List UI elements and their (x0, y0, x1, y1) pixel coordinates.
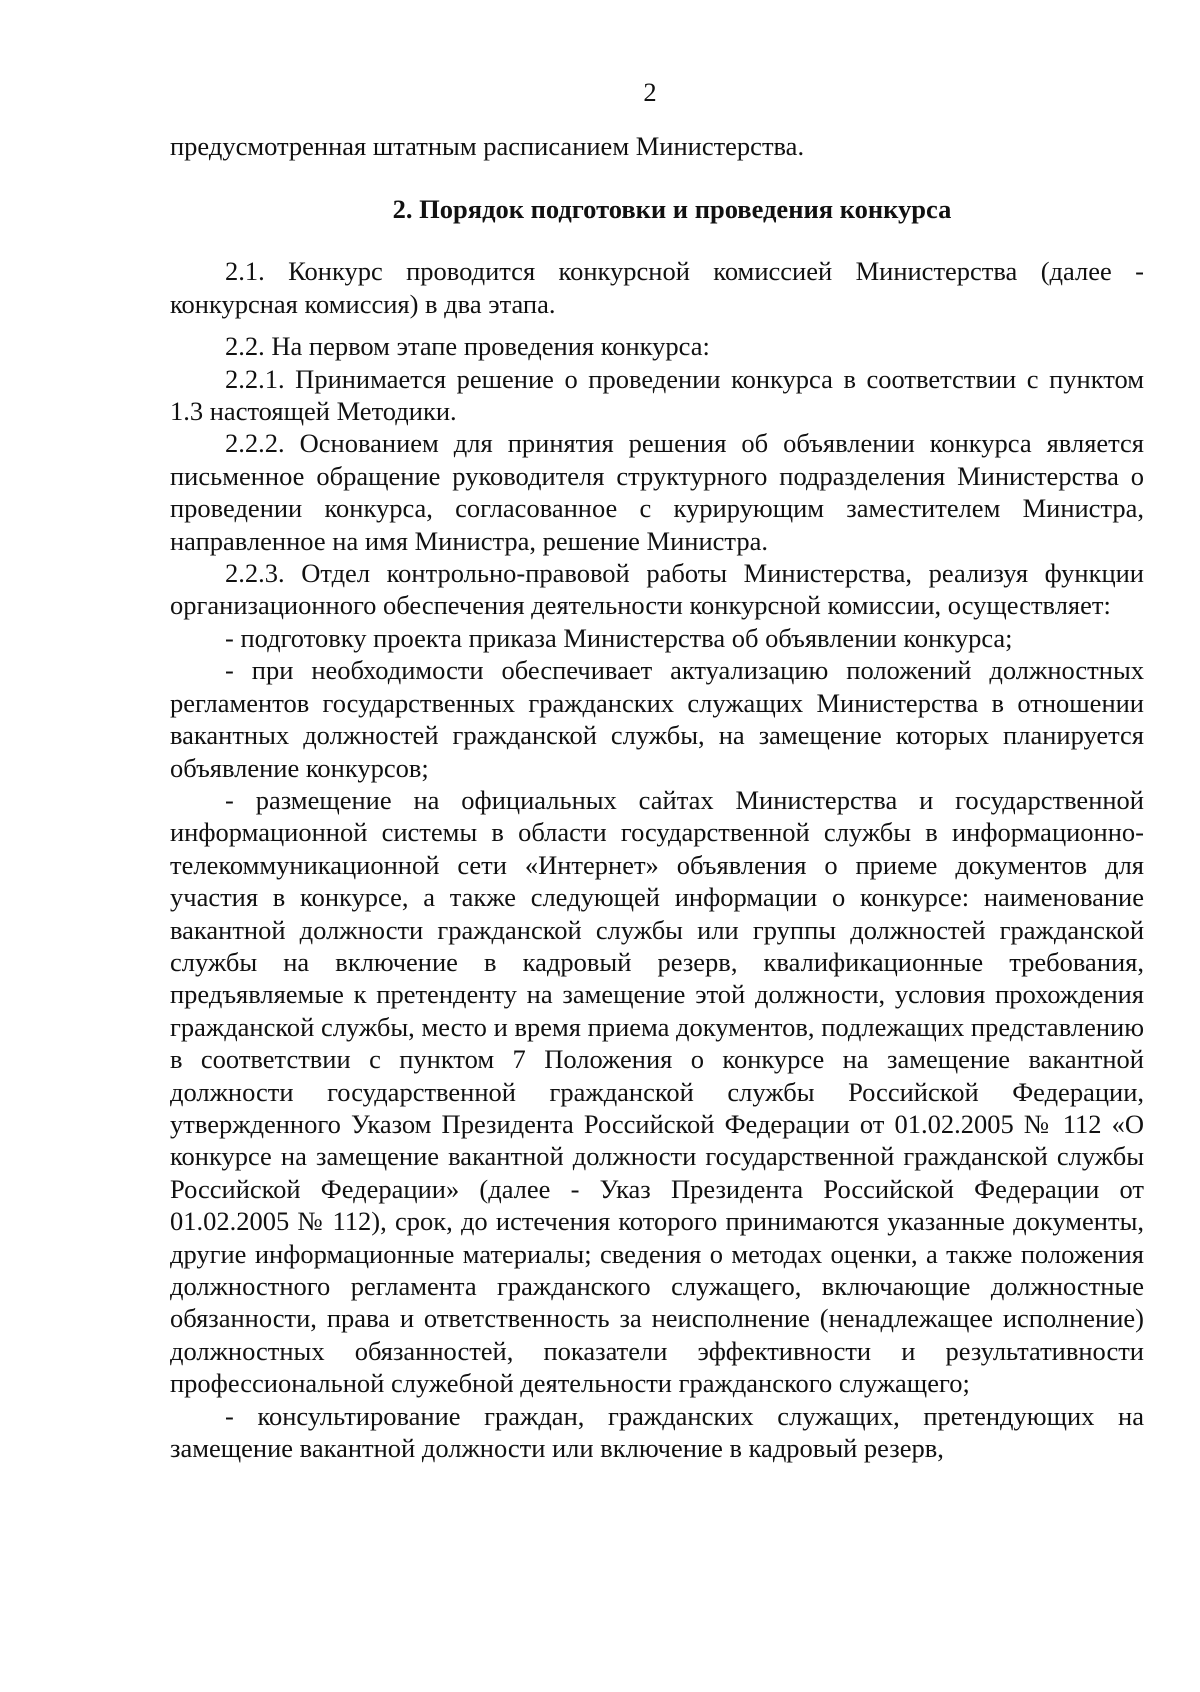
paragraph-2-2-3: 2.2.3. Отдел контрольно-правовой работы Министерства, реализуя функции организационного обеспечения деятельности конкурсной комиссии, осуществляет: (170, 558, 1144, 621)
paragraph-2-2: 2.2. На первом этапе проведения конкурса: (225, 331, 710, 362)
list-item-consulting: - консультирование граждан, гражданских служащих, претендующих на замещение вакантной должности или включение в кадровый резерв, (170, 1400, 1144, 1464)
paragraph-2-2-2: 2.2.2. Основанием для принятия решения об объявлении конкурса является письменное обращение руководителя структурного подразделения Министерства о проведении конкурса, согласованное с курирующим заместителем Министра, направленное на имя Министра, решение Министра. (170, 428, 1144, 556)
list-item-publication: - размещение на официальных сайтах Министерства и государственной информационной системы в области государственной службы в информационно-телекоммуникационной сети «Интернет» объявления о приеме документов для участия в конкурсе, а также следующей информации о конкурсе: наименование вакантной должности гражданской службы или группы должностей гражданской службы на включение в кадровый резерв, квалификационные требования, предъявляемые к претенденту на замещение этой должности, условия прохождения гражданской службы, место и время приема документов, подлежащих представлению в соответствии с пунктом 7 Положения о конкурсе на замещение вакантной должности государственной гражданской службы Российской Федерации, утвержденного Указом Президента Российской Федерации от 01.02.2005 № 112 «О конкурсе на замещение вакантной должности государственной гражданской службы Российской Федерации» (далее - Указ Президента Российской Федерации от 01.02.2005 № 112), срок, до истечения которого принимаются указанные документы, другие информационные материалы; сведения о методах оценки, а также положения должностного регламента гражданского служащего, включающие должностные обязанности, права и ответственность за неисполнение (ненадлежащее исполнение) должностных обязанностей, показатели эффективности и результативности профессиональной служебной деятельности гражданского служащего; (170, 784, 1144, 1399)
section-heading: 2. Порядок подготовки и проведения конкурса (392, 194, 952, 225)
page-number: 2 (643, 77, 657, 107)
list-item-regulations-update: - при необходимости обеспечивает актуализацию положений должностных регламентов государственных гражданских служащих Министерства в отношении вакантных должностей гражданской службы, на замещение которых планируется объявление конкурсов; (170, 655, 1144, 783)
paragraph-2-1: 2.1. Конкурс проводится конкурсной комиссией Министерства (далее - конкурсная комиссия) в два этапа. (170, 256, 1144, 319)
document-body (170, 130, 1144, 1464)
list-item-order-draft: - подготовку проекта приказа Министерства об объявлении конкурса; (225, 622, 1013, 653)
paragraph-2-2-1: 2.2.1. Принимается решение о проведении конкурса в соответствии с пунктом 1.3 настоящей Методики. (170, 363, 1144, 427)
lead-line: предусмотренная штатным расписанием Министерства. (170, 131, 805, 161)
